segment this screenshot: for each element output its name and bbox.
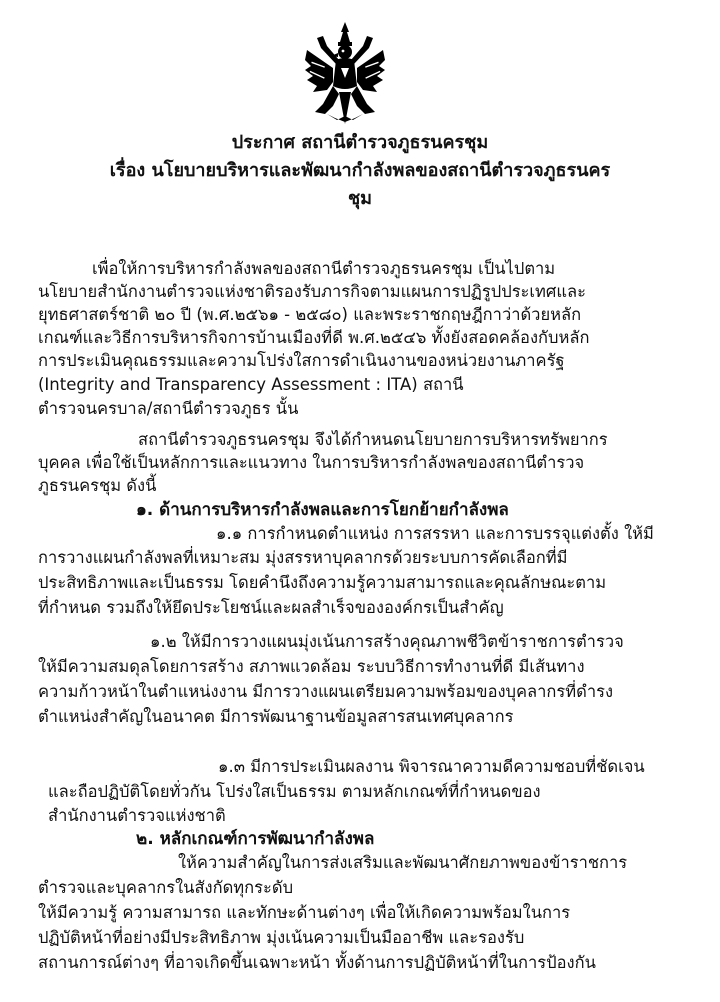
section-2-line: ตำรวจและบุคลากรในสังกัดทุกระดับ (38, 878, 294, 897)
section-1-1-line: ๑.๑ การกำหนดตำแหน่ง การสรรหา และการบรรจุแต่งตั้ง ให้มี (216, 524, 654, 543)
intro-line: (Integrity and Transparency Assessment : ITA) สถานี (38, 375, 464, 394)
section-2-line: ให้มีความรู้ ความสามารถ และทักษะด้านต่างๆ เพื่อให้เกิดความพร้อมในการ (38, 903, 571, 922)
policy-intro-line: บุคคล เพื่อใช้เป็นหลักการและแนวทาง ในการบริหารกำลังพลของสถานีตำรวจ (38, 453, 585, 472)
garuda-emblem-icon (303, 20, 387, 126)
policy-intro-line: ภูธรนครชุม ดังนี้ (38, 476, 157, 495)
section-1-1-line: ที่กำหนด รวมถึงให้ยึดประโยชน์และผลสำเร็จขององค์กรเป็นสำคัญ (38, 598, 504, 617)
policy-intro-line: สถานีตำรวจภูธรนครชุม จึงได้กำหนดนโยบายการบริหารทรัพยากร (138, 430, 608, 449)
section-2-line: สถานการณ์ต่างๆ ที่อาจเกิดขึ้นเฉพาะหน้า ทั้งด้านการปฏิบัติหน้าที่ในการป้องกัน (38, 953, 596, 972)
section-2-heading: ๒. หลักเกณฑ์การพัฒนากำลังพล (136, 829, 375, 849)
section-1-1-line: ประสิทธิภาพและเป็นธรรม โดยคำนึงถึงความรู้ความสามารถและคุณลักษณะตาม (38, 573, 607, 592)
intro-line: นโยบายสำนักงานตำรวจแห่งชาติรองรับภารกิจตามแผนการปฏิรูปประเทศและ (38, 282, 587, 301)
section-1-2-line: ความก้าวหน้าในตำแหน่งงาน มีการวางแผนเตรียมความพร้อมของบุคลากรที่ดำรง (38, 682, 614, 701)
section-1-3-line: และถือปฏิบัติโดยทั่วกัน โปร่งใสเป็นธรรม ตามหลักเกณฑ์ที่กำหนดของ (48, 782, 541, 801)
announcement-title: ประกาศ สถานีตำรวจภูธรนครชุม (231, 132, 489, 153)
subject-line-2: ชุม (347, 188, 373, 209)
section-1-2-line: ตำแหน่งสำคัญในอนาคต มีการพัฒนาฐานข้อมูลสารสนเทศบุคลากร (38, 707, 514, 726)
section-1-heading: ๑. ด้านการบริหารกำลังพลและการโยกย้ายกำลังพล (136, 500, 509, 520)
section-1-2-line: ให้มีความสมดุลโดยการสร้าง สภาพแวดล้อม ระบบวิธีการทำงานที่ดี มีเส้นทาง (38, 657, 585, 676)
intro-line: ยุทธศาสตร์ชาติ ๒๐ ปี (พ.ศ.๒๕๖๑ - ๒๕๘๐) และพระราชกฤษฎีกาว่าด้วยหลัก (38, 305, 582, 324)
section-1-1-line: การวางแผนกำลังพลที่เหมาะสม มุ่งสรรหาบุคลากรด้วยระบบการคัดเลือกที่มี (38, 548, 568, 567)
intro-line: เกณฑ์และวิธีการบริหารกิจการบ้านเมืองที่ดี พ.ศ.๒๕๔๖ ทั้งยังสอดคล้องกับหลัก (38, 328, 590, 347)
section-1-2-line: ๑.๒ ให้มีการวางแผนมุ่งเน้นการสร้างคุณภาพชีวิตข้าราชการตำรวจ (150, 632, 624, 651)
section-1-3-line: ๑.๓ มีการประเมินผลงาน พิจารณาความดีความชอบที่ชัดเจน (218, 757, 645, 776)
subject-line-1: เรื่อง นโยบายบริหารและพัฒนากำลังพลของสถานีตำรวจภูธรนคร (109, 160, 611, 181)
section-2-line: ให้ความสำคัญในการส่งเสริมและพัฒนาศักยภาพของข้าราชการ (178, 853, 628, 872)
intro-line: การประเมินคุณธรรมและความโปร่งใสการดำเนินงานของหน่วยงานภาครัฐ (38, 351, 565, 370)
intro-line: ตำรวจนครบาล/สถานีตำรวจภูธร นั้น (38, 399, 299, 418)
intro-line: เพื่อให้การบริหารกำลังพลของสถานีตำรวจภูธรนครชุม เป็นไปตาม (92, 259, 556, 278)
section-2-line: ปฏิบัติหน้าที่อย่างมีประสิทธิภาพ มุ่งเน้นความเป็นมืออาชีพ และรองรับ (38, 928, 525, 947)
section-1-3-line: สำนักงานตำรวจแห่งชาติ (48, 806, 226, 825)
